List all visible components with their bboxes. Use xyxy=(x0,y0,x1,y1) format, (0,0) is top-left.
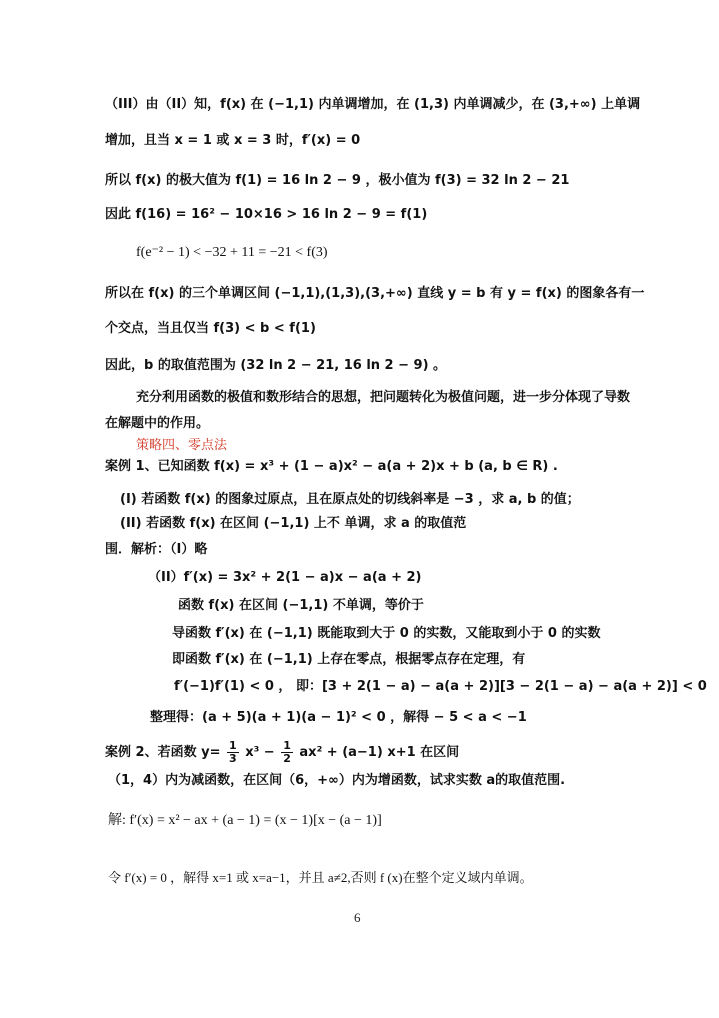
text-line: （III）由（II）知，f(x) 在 (−1,1) 内单调增加，在 (1,3) 内单调减少，在 (3,+∞) 上单调 xyxy=(105,97,641,112)
text-line: 因此，b 的取值范围为 (32 ln 2 − 21, 16 ln 2 − 9) 。 xyxy=(105,358,447,373)
text-line: 导函数 f′(x) 在 (−1,1) 既能取到大于 0 的实数，又能取到小于 0 的实数 xyxy=(172,626,601,641)
fraction: $\frac{1}{3}$ xyxy=(229,739,237,765)
question-part: (II) 若函数 f(x) 在区间 (−1,1) 上不 单调，求 a 的取值范 xyxy=(120,516,467,531)
question-part: (I) 若函数 f(x) 的图象过原点，且在原点处的切线斜率是 −3 ，求 a, b 的值； xyxy=(120,492,580,507)
text-line: 围．解析：（I）略 xyxy=(105,542,208,557)
formula-line: （II）f′(x) = 3x² + 2(1 − a)x − a(a + 2) xyxy=(148,570,422,585)
text-line: （1，4）内为减函数，在区间（6，+∞）内为增函数，试求实数 a的取值范围. xyxy=(108,773,566,788)
formula-line: f(e⁻² − 1) < −32 + 11 = −21 < f(3) xyxy=(136,245,328,260)
example-title: 案例 1、已知函数 f(x) = x³ + (1 − a)x² − a(a + 2)x + b (a, b ∈ R) . xyxy=(105,459,558,474)
expression-part: x³ − xyxy=(245,745,275,760)
paragraph-line: 在解题中的作用。 xyxy=(105,416,210,431)
text-line: 即函数 f′(x) 在 (−1,1) 上存在零点，根据零点存在定理，有 xyxy=(172,652,526,667)
text-line: 所以在 f(x) 的三个单调区间 (−1,1),(1,3),(3,+∞) 直线 y = b 有 y = f(x) 的图象各有一 xyxy=(105,286,645,301)
text-line: 因此 f(16) = 16² − 10×16 > 16 ln 2 − 9 = f(1) xyxy=(105,207,428,222)
text-line: 所以 f(x) 的极大值为 f(1) = 16 ln 2 − 9 ，极小值为 f(3) = 32 ln 2 − 21 xyxy=(105,173,570,188)
section-heading: 策略四、零点法 xyxy=(136,438,228,453)
text-line: 增加，且当 x = 1 或 x = 3 时，f′(x) = 0 xyxy=(105,133,361,148)
text-line: 函数 f(x) 在区间 (−1,1) 不单调，等价于 xyxy=(178,598,424,613)
formula-line: f′(−1)f′(1) < 0 ， 即：[3 + 2(1 − a) − a(a + 2)][3 − 2(1 − a) − a(a + 2)] < 0 xyxy=(174,679,707,694)
fraction: $\frac{1}{2}$ xyxy=(283,739,291,765)
paragraph-line: 充分利用函数的极值和数形结合的思想，把问题转化为极值问题，进一步分体现了导数 xyxy=(136,390,631,405)
text-line: 整理得：(a + 5)(a + 1)(a − 1)² < 0 ，解得 − 5 < a < −1 xyxy=(150,710,527,725)
solution-line: 解: f′(x) = x² − ax + (a − 1) = (x − 1)[x − (a − 1)] xyxy=(108,813,382,828)
text-line: 个交点，当且仅当 f(3) < b < f(1) xyxy=(105,321,316,336)
example-label: 案例 2、若函数 y= xyxy=(105,745,221,760)
text-line: 令 f′(x) = 0 ，解得 x=1 或 x=a−1，并且 a≠2,否则 f (x)在整个定义域内单调。 xyxy=(108,870,533,885)
example-title xyxy=(105,740,459,765)
page-number: 6 xyxy=(354,910,361,925)
expression-part: ax² + (a−1) x+1 在区间 xyxy=(299,745,460,760)
